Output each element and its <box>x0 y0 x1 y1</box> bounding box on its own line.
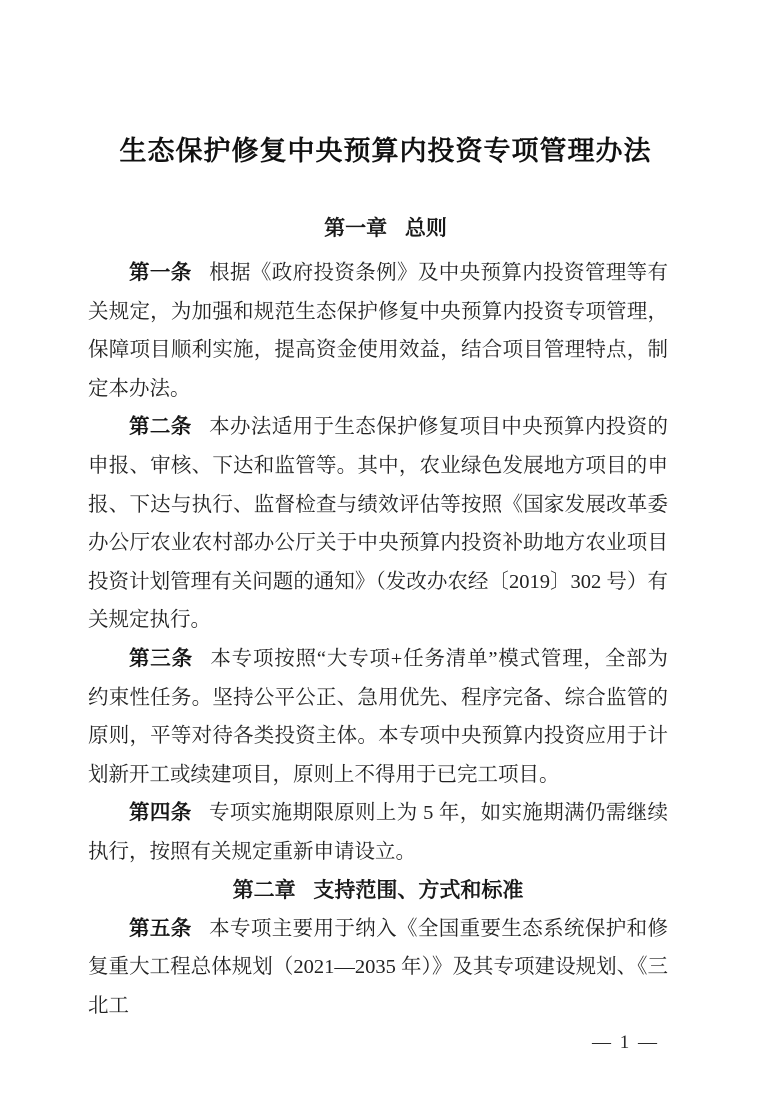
article-4 <box>88 794 668 871</box>
article-5 <box>88 910 668 1026</box>
chapter-1-number: 第一章 <box>324 217 388 240</box>
article-2-text: 本办法适用于生态保护修复项目中央预算内投资的申报、审核、下达和监管等。其中，农业绿色发展地方项目的申报、下达与执行、监督检查与绩效评估等按照《国家发展改革委办公厅农业农村部办公厅关于中央预算内投资补助地方农业项目投资计划管理有关问题的通知》（发改办农经〔2019〕302 号）有关规定执行。 <box>88 416 669 632</box>
document-title: 生态保护修复中央预算内投资专项管理办法 <box>119 136 652 166</box>
article-3 <box>88 640 668 794</box>
article-3-number: 第三条 <box>129 647 193 670</box>
article-3-text: 本专项按照“大专项+任务清单”模式管理，全部为约束性任务。坚持公平公正、急用优先、程序完备、综合监管的原则，平等对待各类投资主体。本专项中央预算内投资应用于计划新开工或续建项目，原则上不得用于已完工项目。 <box>88 647 668 786</box>
page-number: — 1 — <box>592 1032 659 1054</box>
article-1-number: 第一条 <box>129 262 192 284</box>
document-body <box>88 254 668 1025</box>
article-4-number: 第四条 <box>129 802 192 825</box>
article-2 <box>88 408 668 640</box>
chapter-2-title: 支持范围、方式和标准 <box>313 878 524 902</box>
article-1-text: 根据《政府投资条例》及中央预算内投资管理等有关规定，为加强和规范生态保护修复中央预算内投资专项管理，保障项目顺利实施，提高资金使用效益，结合项目管理特点，制定本办法。 <box>88 262 669 400</box>
chapter-1-title: 总则 <box>404 217 447 240</box>
chapter-2-heading <box>88 876 668 906</box>
article-2-number: 第二条 <box>129 416 192 439</box>
chapter-2-number: 第二章 <box>232 878 296 902</box>
article-5-number: 第五条 <box>129 917 192 940</box>
article-1 <box>88 254 668 408</box>
article-4-text: 专项实施期限原则上为 5 年，如实施期满仍需继续执行，按照有关规定重新申请设立。 <box>88 802 669 863</box>
article-5-text: 本专项主要用于纳入《全国重要生态系统保护和修复重大工程总体规划（2021—2035 年）》及其专项建设规划、《三北工 <box>88 917 669 1017</box>
chapter-1-heading <box>0 214 771 244</box>
